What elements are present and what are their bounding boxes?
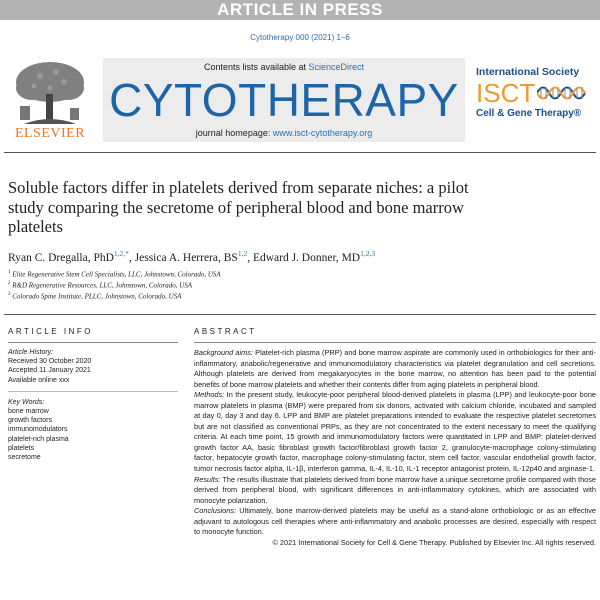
elsevier-wordmark: ELSEVIER (14, 126, 86, 141)
affiliation (8, 290, 308, 301)
affiliation-text: Elite Regenerative Stem Cell Specialists, LLC, Johnstown, Colorado, USA (12, 270, 221, 279)
keyword[interactable]: growth factors (8, 417, 52, 425)
abstract-results (194, 475, 596, 507)
journal-name: CYTOTHERAPY (109, 74, 459, 126)
contents-prefix: Contents lists available at (203, 62, 309, 72)
abstract-rule (194, 342, 596, 343)
section-label: Background aims: (194, 348, 253, 357)
section-label: Conclusions: (194, 506, 237, 516)
abstract-methods (194, 390, 596, 474)
isct-acronym: ISCT (476, 78, 536, 108)
affiliation-divider (4, 314, 596, 315)
keyword[interactable]: platelets (8, 444, 35, 452)
history-label: Article History: (8, 349, 54, 356)
section-text: The results illustrate that platelets derived from bone marrow have a unique secretome profile compared with those derived from peripheral blood, with significant differences in anti-inflammatory cytokines, which are associated with monocyte polarization. (194, 474, 596, 505)
section-label: Methods: (194, 390, 225, 400)
sciencedirect-link[interactable]: ScienceDirect (308, 62, 365, 72)
journal-homepage-link[interactable]: www.isct-cytotherapy.org (272, 128, 373, 138)
keywords-label: Key Words: (8, 398, 45, 406)
copyright-notice: © 2021 International Society for Cell & Gene Therapy. Published by Elsevier Inc. All rights reserved. (272, 537, 596, 547)
author-list: Ryan C. Dregalla, PhD$^{1,2,*}$, Jessica A. Herrera, BS$^{1,2}$, Edward J. Donner, MD$^{1,2,3}$ (8, 249, 376, 264)
affiliation-number: 1 (8, 270, 11, 275)
abstract-conclusions (194, 506, 596, 538)
history-accepted: Accepted 11 January 2021 (8, 367, 91, 375)
journal-citation[interactable]: Cytotherapy 000 (2021) 1–6 (250, 33, 350, 42)
section-text: Platelet-rich plasma (PRP) and bone marrow aspirate are commonly used in orthobiologics for their anti-inflammatory, anabolic/regenerative and immunomodulatory characteristics via platelet degranulation and cell secretions. Although platelets are derived from megakaryocytes in the bone marrow, no attention has been paid to the potential benefits of bone marrow platelets and whether their contents differ from aging platelets in peripheral blood. (194, 348, 597, 389)
info-divider (8, 391, 178, 392)
isct-logo (476, 66, 596, 136)
history-received: Received 30 October 2020 (8, 358, 92, 366)
isct-cell-gene-line: Cell & Gene Therapy® (476, 108, 582, 119)
affiliation (8, 279, 308, 290)
keyword[interactable]: secretome (8, 454, 41, 462)
isct-society-line: International Society (476, 66, 580, 78)
contents-line (103, 62, 465, 72)
abstract-body (194, 348, 596, 548)
keyword[interactable]: platelet-rich plasma (8, 435, 69, 443)
author-name: Edward J. Donner, MD (252, 251, 361, 264)
article-info-heading: ARTICLE INFO (8, 327, 93, 336)
article-info-panel (8, 348, 178, 462)
article-in-press-banner: ARTICLE IN PRESS (0, 0, 600, 20)
affiliation-text: Colorado Spine Institute, PLLC, Johnstown, Colorado, USA (12, 292, 182, 301)
section-text: Ultimately, bone marrow-derived platelets may be useful as a stand-alone orthobiologic or as an effective adjuvant to autologous cell therapies where anti-inflammatory and anabolic processes are desired, especially with respect to monocyte function. (194, 506, 596, 537)
author-affiliation-marker[interactable]: 1,2,* (113, 249, 129, 258)
affiliation (8, 268, 308, 279)
abstract-heading: ABSTRACT (194, 327, 257, 336)
dna-helix-icon (537, 82, 587, 104)
author-name: Ryan C. Dregalla, PhD (8, 251, 114, 264)
history-online: Available online xxx (8, 376, 70, 384)
author-affiliation-marker[interactable]: 1,2,3 (360, 249, 376, 258)
elsevier-tree-logo (4, 58, 96, 128)
keyword[interactable]: immunomodulators (8, 426, 68, 434)
header-divider (4, 152, 596, 153)
homepage-line (103, 128, 465, 138)
article-info-rule (8, 342, 178, 343)
homepage-prefix: journal homepage: (195, 128, 273, 138)
affiliation-number: 3 (8, 292, 11, 297)
author-affiliation-marker[interactable]: 1,2 (237, 249, 248, 258)
section-label: Results: (194, 474, 221, 484)
keyword[interactable]: bone marrow (8, 408, 49, 416)
affiliation-text: R&D Regenerative Resources, LLC, Johnstown, Colorado, USA (12, 281, 193, 290)
abstract-background (194, 348, 596, 390)
article-title: Soluble factors differ in platelets derived from separate niches: a pilot study comparing the secretome of peripheral blood and bone marrow platelets (8, 178, 469, 236)
author-name: Jessica A. Herrera, BS (134, 251, 238, 264)
affiliation-number: 2 (8, 281, 11, 286)
section-text: In the present study, leukocyte-poor peripheral blood-derived platelets in plasma (LPP) and leukocyte-poor bone marrow platelets in plasma (BMP) were prepared from six donors, activated with calcium chloride, incubated and sampled at day 0, day 3 and day 6. LPP and BMP are platelet preparations intended to evaluate the respective platelet secretomes but are not classified as conventional PRPs, as they are not concentrated to the extent necessary to meet the qualifying criteria. At each time point, 15 growth and immunomodulatory factors were quantitated in LPP and BMP: platelet-derived growth factor AA, basic fibroblast growth factor/fibroblast growth factor 2, granulocyte-macrophage colony-stimulating factor, hepatocyte growth factor, macrophage colony-stimulating factor, stem cell factor, vascular endothelial growth factor, tumor necrosis factor alpha, IL-1β, interferon gamma, IL-4, IL-10, IL-1 receptor antagonist protein, IL-12p40 and arginase-1. (194, 390, 596, 474)
